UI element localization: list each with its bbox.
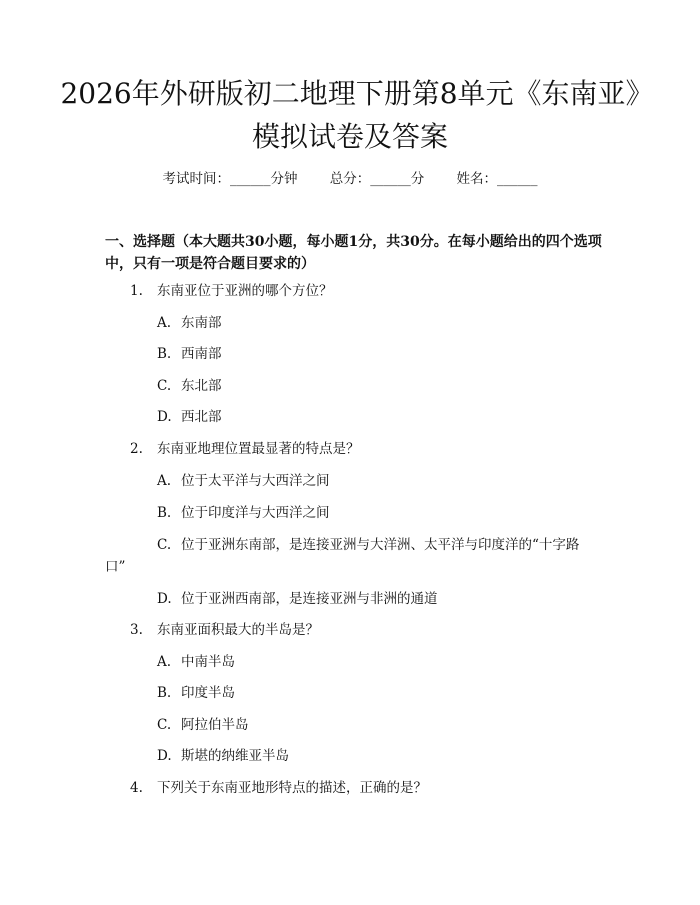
option-text: 位于印度洋与大西洋之间 bbox=[181, 505, 330, 521]
option-text: 阿拉伯半岛 bbox=[181, 717, 249, 733]
question-number: 4. bbox=[130, 780, 143, 796]
question-text: 东南亚面积最大的半岛是？ bbox=[157, 622, 319, 638]
option-text: 西南部 bbox=[181, 346, 222, 362]
option-text: 位于亚洲西南部，是连接亚洲与非洲的通道 bbox=[181, 591, 438, 607]
option-text: 东南部 bbox=[181, 315, 222, 331]
option-text: 斯堪的纳维亚半岛 bbox=[181, 748, 289, 764]
option-letter: C. bbox=[157, 378, 172, 394]
document-title: 2026年外研版初二地理下册第8单元《东南亚》模拟试卷及答案 bbox=[60, 77, 640, 153]
student-name-field: 姓名：______ bbox=[456, 171, 538, 187]
option-text-continuation: 口” bbox=[105, 559, 126, 575]
question-text: 东南亚地理位置最显著的特点是？ bbox=[157, 441, 360, 457]
total-score-field: 总分：______分 bbox=[329, 171, 425, 187]
option-letter: B. bbox=[157, 505, 172, 521]
option-letter: A. bbox=[157, 473, 172, 489]
option-letter: B. bbox=[157, 346, 172, 362]
question-text: 下列关于东南亚地形特点的描述，正确的是？ bbox=[157, 780, 427, 796]
option-letter: D. bbox=[157, 591, 172, 607]
exam-time-field: 考试时间：______分钟 bbox=[162, 171, 298, 187]
option-letter: C. bbox=[157, 537, 172, 553]
question-number: 1. bbox=[130, 283, 143, 299]
option-text: 东北部 bbox=[181, 378, 222, 394]
option-letter: D. bbox=[157, 409, 172, 425]
section-heading-choice: 一、选择题（本大题共30小题，每小题1分，共30分。在每小题给出的四个选项中，只有一项是符合题目要求的） bbox=[105, 234, 602, 272]
option-letter: B. bbox=[157, 685, 172, 701]
question-text: 东南亚位于亚洲的哪个方位？ bbox=[157, 283, 333, 299]
question-number: 3. bbox=[130, 622, 143, 638]
option-text: 中南半岛 bbox=[181, 654, 235, 670]
question-number: 2. bbox=[130, 441, 143, 457]
exam-info-line bbox=[0, 170, 700, 188]
option-text: 位于亚洲东南部，是连接亚洲与大洋洲、太平洋与印度洋的“十字路 bbox=[181, 537, 580, 553]
option-text: 印度半岛 bbox=[181, 685, 235, 701]
option-letter: D. bbox=[157, 748, 172, 764]
option-letter: C. bbox=[157, 717, 172, 733]
option-text: 西北部 bbox=[181, 409, 222, 425]
option-letter: A. bbox=[157, 315, 172, 331]
option-text: 位于太平洋与大西洋之间 bbox=[181, 473, 330, 489]
option-letter: A. bbox=[157, 654, 172, 670]
